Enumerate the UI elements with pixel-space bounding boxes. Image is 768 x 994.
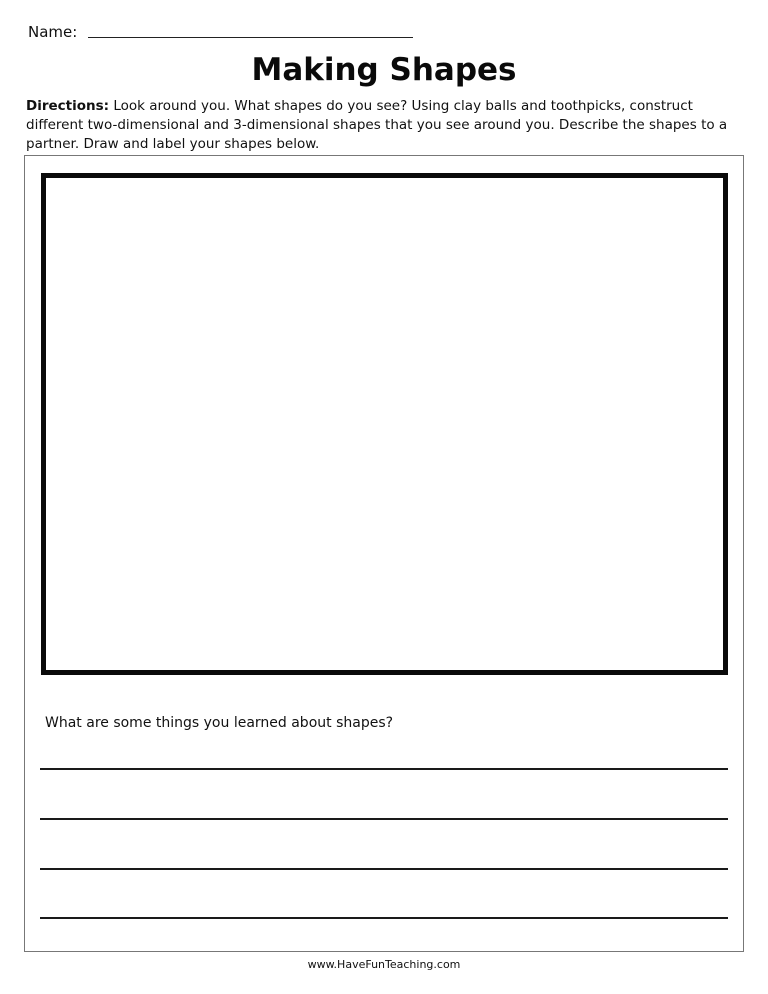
page-title: Making Shapes bbox=[251, 52, 517, 88]
answer-line-4[interactable] bbox=[40, 917, 728, 919]
footer-url: www.HaveFunTeaching.com bbox=[307, 958, 461, 971]
name-input-line[interactable] bbox=[88, 37, 413, 38]
directions-label: Directions: bbox=[26, 98, 110, 114]
question-prompt: What are some things you learned about shapes? bbox=[45, 715, 394, 731]
name-row bbox=[28, 22, 408, 44]
answer-line-2[interactable] bbox=[40, 818, 728, 820]
name-label: Name: bbox=[28, 23, 78, 41]
directions-text: Look around you. What shapes do you see? Using clay balls and toothpicks, construct different two-dimensional and 3-dimensional shapes that you see around you. Describe the shapes to a partner. Draw and label your shapes below. bbox=[26, 98, 728, 152]
directions-paragraph bbox=[26, 97, 750, 154]
answer-line-1[interactable] bbox=[40, 768, 728, 770]
drawing-box[interactable] bbox=[41, 173, 728, 675]
answer-line-3[interactable] bbox=[40, 868, 728, 870]
